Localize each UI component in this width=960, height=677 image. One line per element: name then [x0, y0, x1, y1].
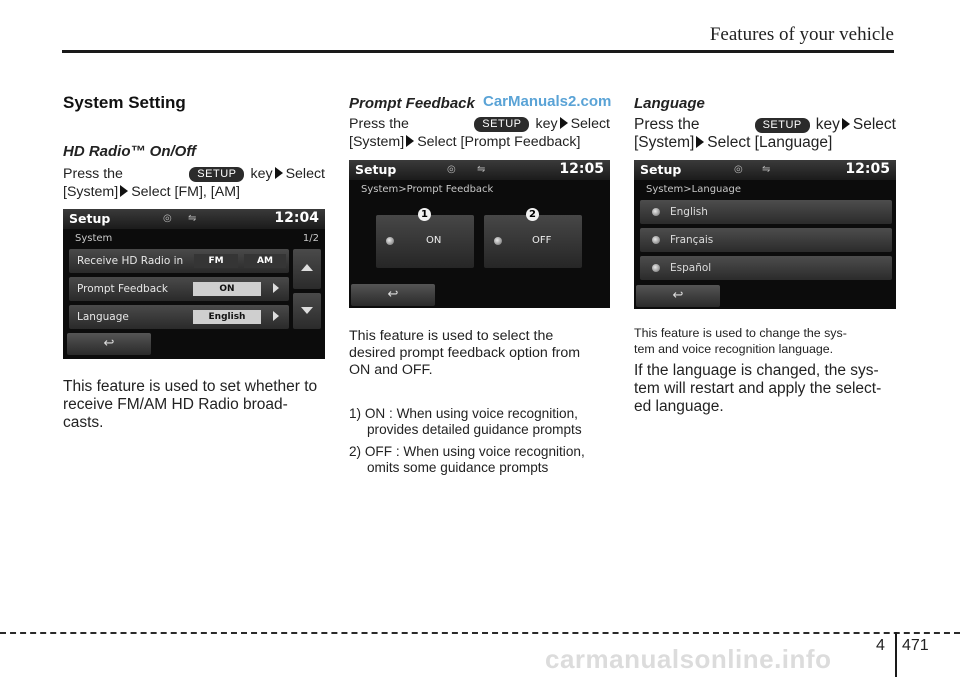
- header-rule: [62, 50, 894, 53]
- screen-title: Setup: [355, 162, 397, 177]
- instr-system: [System]: [63, 184, 119, 200]
- fm-option[interactable]: FM: [194, 254, 238, 268]
- language-label: English: [670, 206, 708, 218]
- instruction-line-2: [634, 134, 896, 152]
- instr-select: Select: [852, 116, 896, 133]
- option-off[interactable]: [484, 215, 582, 268]
- subtitle-hd-radio: HD Radio™ On/Off: [63, 143, 197, 160]
- radio-icon: [494, 237, 502, 245]
- instr-system: [System]: [349, 134, 405, 150]
- watermark-text: CarManuals2.com: [483, 93, 612, 110]
- row-language[interactable]: [69, 305, 289, 329]
- option-on-label: ON: [426, 235, 442, 246]
- arrow-icon: [696, 136, 704, 148]
- instr-select-prompt: Select [Prompt Feedback]: [417, 134, 581, 150]
- body-paragraph: [63, 378, 325, 432]
- arrow-icon: [560, 117, 568, 129]
- small-note: [634, 325, 896, 357]
- instr-key: key: [535, 116, 558, 132]
- screen-time: 12:04: [274, 210, 319, 226]
- setup-key-badge: SETUP: [474, 117, 529, 132]
- instr-press: Press the: [634, 116, 700, 133]
- list-item: [349, 444, 610, 476]
- instr-press: Press the: [349, 116, 409, 132]
- instr-select-language: Select [Language]: [707, 134, 833, 151]
- instruction-line-2: [63, 184, 325, 201]
- note-line: This feature is used to change the sys-: [634, 326, 847, 340]
- arrow-icon: [120, 185, 128, 197]
- setup-key-badge: SETUP: [189, 167, 244, 182]
- list-item: [349, 406, 610, 438]
- footer-divider: [895, 632, 897, 677]
- list-line: provides detailed guidance prompts: [367, 422, 582, 437]
- instruction-line-1: [634, 116, 896, 134]
- body-line: This feature is used to select the: [349, 328, 554, 344]
- instr-system: [System]: [634, 134, 695, 151]
- option-list: [349, 406, 610, 476]
- list-line: omits some guidance prompts: [367, 460, 549, 475]
- footer-watermark: carmanualsonline.info: [545, 644, 832, 674]
- screen-language: [634, 160, 896, 309]
- callout-badge-2: 2: [526, 208, 539, 221]
- prompt-feedback-value: ON: [193, 282, 261, 296]
- radio-icon: [652, 264, 660, 272]
- language-label: Español: [670, 262, 712, 274]
- body-line: desired prompt feedback option from: [349, 345, 581, 361]
- running-header: Features of your vehicle: [709, 24, 894, 45]
- usb-icon: ⇋: [762, 164, 771, 175]
- back-button[interactable]: ↩: [351, 284, 435, 306]
- note-line: tem and voice recognition language.: [634, 342, 834, 356]
- row-prompt-feedback[interactable]: [69, 277, 289, 301]
- option-on[interactable]: [376, 215, 474, 268]
- arrow-icon: [406, 135, 414, 147]
- am-option[interactable]: AM: [244, 254, 286, 268]
- scroll-down-button[interactable]: [293, 293, 321, 329]
- back-button[interactable]: ↩: [636, 285, 720, 307]
- radio-icon: [386, 237, 394, 245]
- instr-select: Select: [570, 116, 610, 132]
- screen-time: 12:05: [845, 161, 890, 177]
- disc-icon: ◎: [163, 213, 172, 224]
- page-number: 471: [902, 637, 929, 654]
- language-value: English: [193, 310, 261, 324]
- language-option-espanol[interactable]: [640, 256, 892, 280]
- body-line: This feature is used to set whether to: [63, 378, 318, 395]
- arrow-icon: [275, 167, 283, 179]
- footer-rule: [0, 632, 960, 634]
- screen-system-setup: [63, 209, 325, 359]
- row-receive-hd-radio[interactable]: [69, 249, 289, 273]
- instruction-line-2: [349, 134, 610, 151]
- arrow-right-icon: [273, 311, 279, 321]
- callout-badge-1: 1: [418, 208, 431, 221]
- body-line: If the language is changed, the sys-: [634, 362, 879, 379]
- list-line: 2) OFF : When using voice recognition,: [349, 444, 585, 459]
- screen-prompt-feedback: [349, 160, 610, 308]
- instruction-line-1: [349, 116, 610, 133]
- up-arrow-icon: [301, 264, 313, 271]
- body-line: receive FM/AM HD Radio broad-: [63, 396, 288, 413]
- instr-press: Press the: [63, 166, 123, 182]
- screen-title: Setup: [69, 211, 111, 226]
- screen-subtitle: System>Prompt Feedback: [361, 184, 494, 195]
- body-line: tem will restart and apply the select-: [634, 380, 882, 397]
- screen-title: Setup: [640, 162, 682, 177]
- language-label: Français: [670, 234, 714, 246]
- radio-icon: [652, 236, 660, 244]
- disc-icon: ◎: [447, 164, 456, 175]
- subtitle-language: Language: [634, 95, 705, 112]
- row-label: Prompt Feedback: [77, 283, 169, 295]
- back-button[interactable]: ↩: [67, 333, 151, 355]
- usb-icon: ⇋: [477, 164, 486, 175]
- disc-icon: ◎: [734, 164, 743, 175]
- body-line: ed language.: [634, 398, 724, 415]
- list-line: 1) ON : When using voice recognition,: [349, 406, 578, 421]
- arrow-right-icon: [273, 283, 279, 293]
- instr-select-band: Select [FM], [AM]: [131, 184, 240, 200]
- setup-key-badge: SETUP: [755, 118, 810, 133]
- instr-select: Select: [285, 166, 325, 182]
- screen-page-indicator: 1/2: [302, 233, 319, 244]
- radio-icon: [652, 208, 660, 216]
- scroll-up-button[interactable]: [293, 249, 321, 289]
- language-option-english[interactable]: [640, 200, 892, 224]
- down-arrow-icon: [301, 307, 313, 314]
- instr-key: key: [250, 166, 273, 182]
- section-title: System Setting: [63, 93, 186, 112]
- option-off-label: OFF: [532, 235, 552, 246]
- row-label: Receive HD Radio in: [77, 255, 184, 267]
- body-line: casts.: [63, 414, 104, 431]
- screen-subtitle: System: [75, 233, 113, 244]
- arrow-icon: [842, 118, 850, 130]
- instr-key: key: [815, 116, 840, 133]
- instruction-line-1: [63, 166, 325, 183]
- row-label: Language: [77, 311, 129, 323]
- body-paragraph: [634, 362, 896, 416]
- screen-time: 12:05: [559, 161, 604, 177]
- usb-icon: ⇋: [188, 213, 197, 224]
- language-option-francais[interactable]: [640, 228, 892, 252]
- screen-subtitle: System>Language: [646, 184, 742, 195]
- body-line: ON and OFF.: [349, 362, 433, 378]
- body-paragraph: [349, 328, 610, 379]
- chapter-number: 4: [876, 637, 885, 654]
- subtitle-prompt-feedback: Prompt Feedback: [349, 95, 475, 112]
